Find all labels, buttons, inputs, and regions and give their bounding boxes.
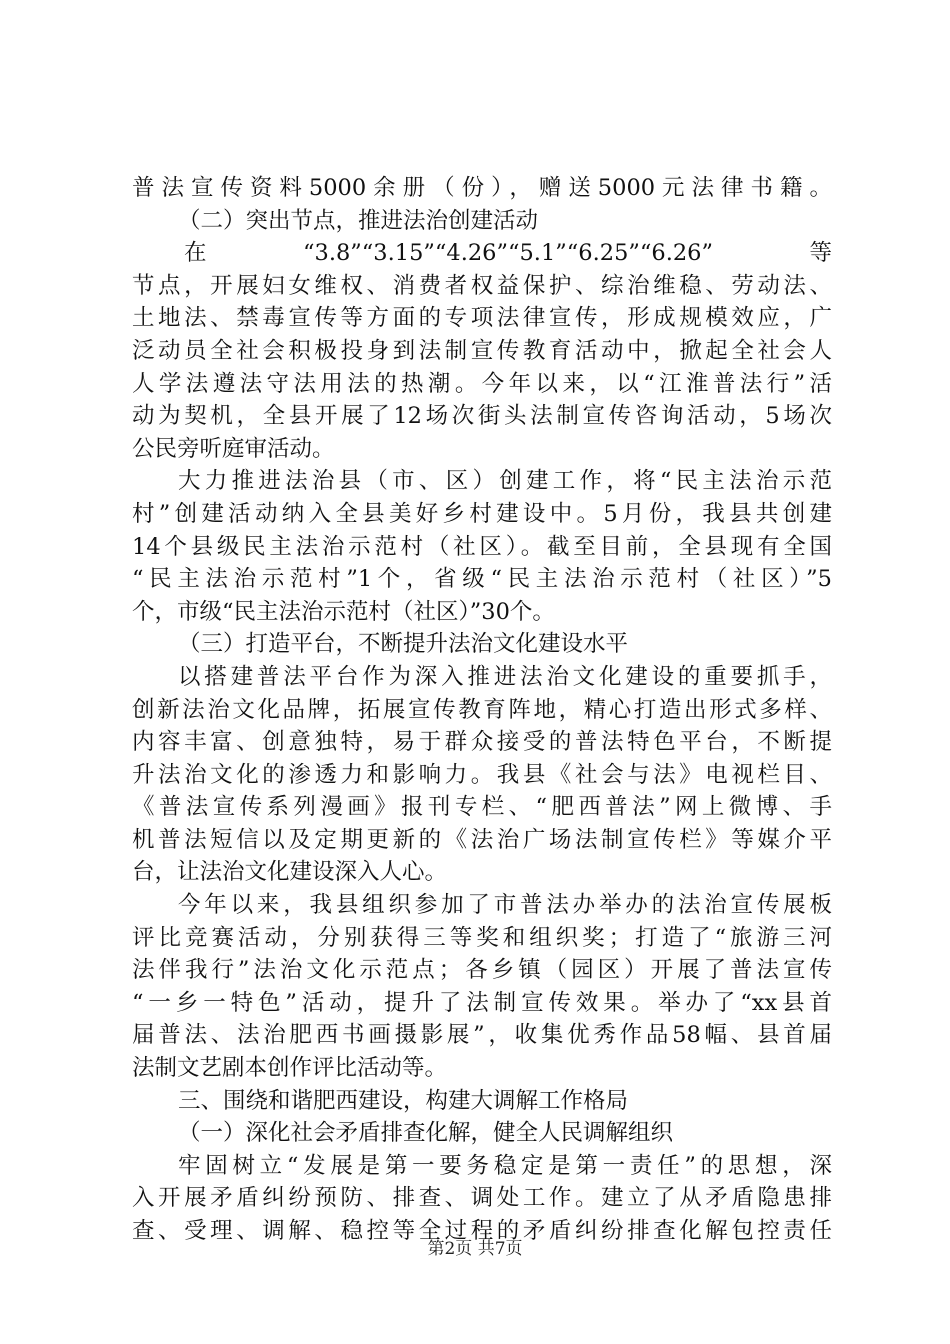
document-body [132,172,832,1248]
text-line: 台，让法治文化建设深入人心。 [132,859,448,886]
section-heading: （三）打造平台，不断提升法治文化建设水平 [178,631,629,658]
page-number: 第2页 共7页 [427,1239,523,1259]
section-heading: （一）深化社会矛盾排查化解，健全人民调解组织 [178,1120,674,1147]
paragraph-first-line: 大力推进法治县（市、区）创建工作，将“民主法治示范 [178,468,832,495]
text-line: 个，市级“民主法治示范村（社区）”30个。 [132,598,555,625]
text-line: 内容丰富、创意独特，易于群众接受的普法特色平台，不断提 [132,729,832,756]
text-line: 人学法遵法守法用法的热潮。今年以来，以“江淮普法行”活 [132,370,832,397]
text-line: 节点，开展妇女维权、消费者权益保护、综治维稳、劳动法、 [132,272,832,299]
text-line: 入开展矛盾纠纷预防、排查、调处工作。建立了从矛盾隐患排 [132,1185,832,1212]
text-line: 村”创建活动纳入全县美好乡村建设中。5月份，我县共创建 [132,500,832,527]
text-line: 查、受理、调解、稳控等全过程的矛盾纠纷排查化解包控责任 [132,1218,832,1244]
paragraph-first-line: 牢固树立“发展是第一要务稳定是第一责任”的思想，深 [178,1152,832,1179]
text-line: 14个县级民主法治示范村（社区）。截至目前，全县现有全国 [132,533,832,560]
text-line: “一乡一特色”活动，提升了法制宣传效果。举办了“xx县首 [132,989,832,1016]
text-line: 公民旁听庭审活动。 [132,435,335,462]
text-line: 土地法、禁毒宣传等方面的专项法律宣传，形成规模效应，广 [132,305,832,332]
page-footer [0,1234,950,1259]
text-line: 法伴我行”法治文化示范点；各乡镇（园区）开展了普法宣传 [132,957,832,984]
text-line: 普法宣传资料5000余册（份），赠送5000元法律书籍。 [132,175,832,201]
text-line: 届普法、法治肥西书画摄影展”，收集优秀作品58幅、县首届 [132,1022,832,1049]
section-heading: 三、围绕和谐肥西建设，构建大调解工作格局 [178,1087,629,1114]
text-line: “民主法治示范村”1个，省级“民主法治示范村（社区）”5 [132,566,832,593]
text-line: 动为契机，全县开展了12场次街头法制宣传咨询活动，5场次 [132,403,832,430]
text-line: 创新法治文化品牌，拓展宣传教育阵地，精心打造出形式多样、 [132,696,832,723]
text-line: 《普法宣传系列漫画》报刊专栏、“肥西普法”网上微博、手 [132,794,832,821]
paragraph-first-line: 在“3.8”“3.15”“4.26”“5.1”“6.25”“6.26”等 [184,240,832,267]
text-line: 评比竞赛活动，分别获得三等奖和组织奖；打造了“旅游三河 [132,924,832,951]
paragraph-first-line: 以搭建普法平台作为深入推进法治文化建设的重要抓手， [178,663,832,690]
text-line: 机普法短信以及定期更新的《法治广场法制宣传栏》等媒介平 [132,826,832,853]
paragraph-first-line: 今年以来，我县组织参加了市普法办举办的法治宣传展板 [178,892,832,919]
text-line: 法制文艺剧本创作评比活动等。 [132,1055,448,1082]
text-line: 泛动员全社会积极投身到法制宣传教育活动中，掀起全社会人 [132,337,832,364]
text-line: 升法治文化的渗透力和影响力。我县《社会与法》电视栏目、 [132,761,832,788]
section-heading: （二）突出节点，推进法治创建活动 [178,207,539,234]
